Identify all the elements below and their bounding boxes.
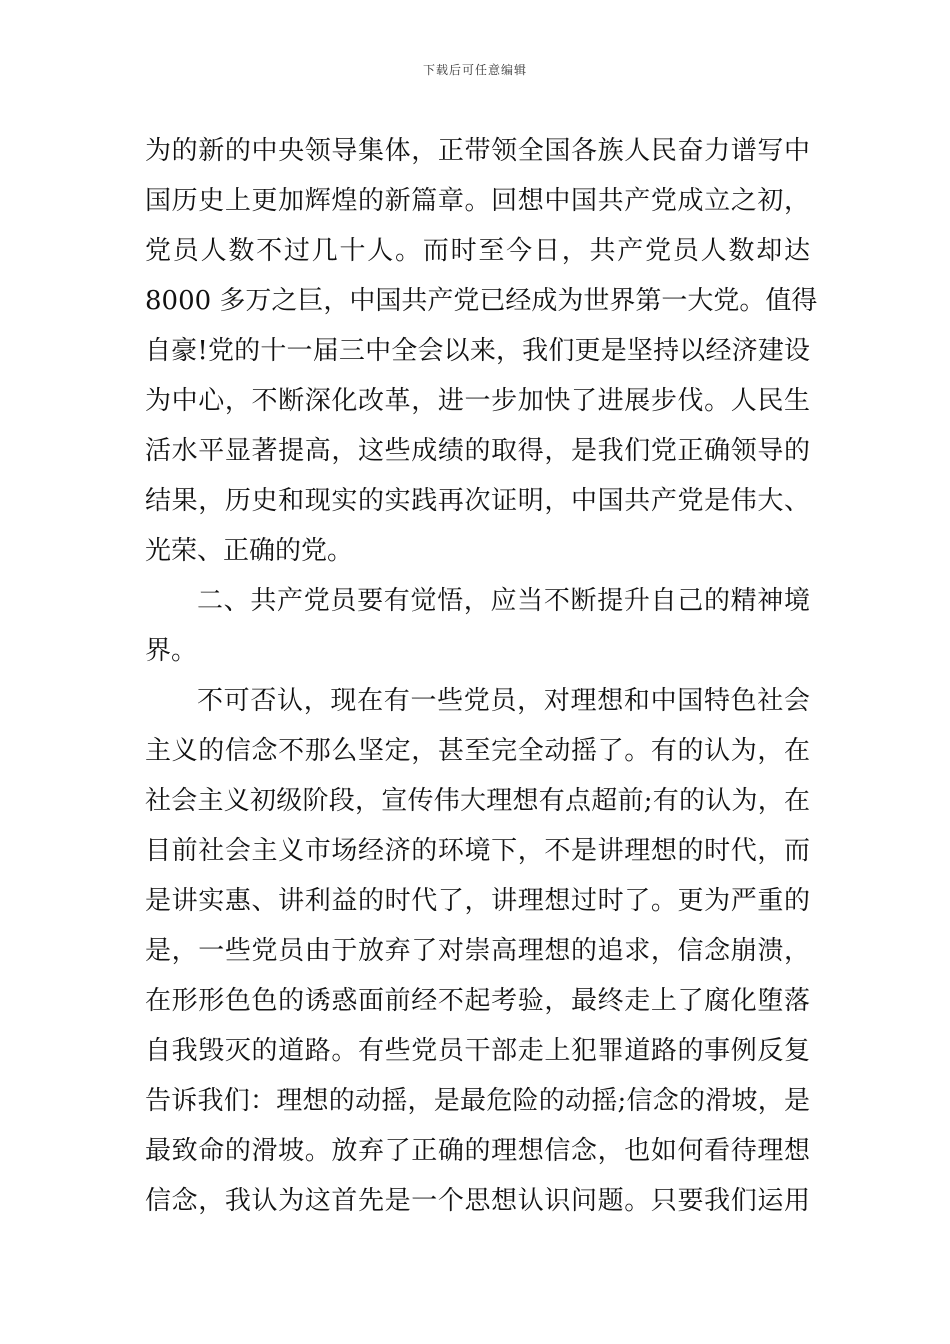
text-line: 不可否认，现在有一些党员，对理想和中国特色社会 [197,686,810,716]
text-line: 最致命的滑坡。放弃了正确的理想信念，也如何看待理想 [145,1136,810,1166]
text-line: 国历史上更加辉煌的新篇章。回想中国共产党成立之初， [145,186,810,216]
text-line: 活水平显著提高，这些成绩的取得，是我们党正确领导的 [145,436,810,466]
text-line: 是讲实惠、讲利益的时代了，讲理想过时了。更为严重的 [145,886,810,916]
text-line: 自豪!党的十一届三中全会以来，我们更是坚持以经济建设 [145,336,810,366]
text-line: 在形形色色的诱惑面前经不起考验，最终走上了腐化堕落 [145,986,810,1016]
text-line: 光荣、正确的党。 [145,536,354,566]
text-line: 党员人数不过几十人。而时至今日，共产党员人数却达 [145,236,810,266]
text-line: 是，一些党员由于放弃了对崇高理想的追求，信念崩溃， [145,936,810,966]
text-line: 信念，我认为这首先是一个思想认识问题。只要我们运用 [145,1186,810,1216]
text-line: 自我毁灭的道路。有些党员干部走上犯罪道路的事例反复 [145,1036,810,1066]
text-line: 8000 多万之巨，中国共产党已经成为世界第一大党。值得 [145,286,818,316]
page-header: 下载后可任意编辑 [422,63,527,77]
text-line: 结果，历史和现实的实践再次证明，中国共产党是伟大、 [145,486,810,516]
text-line: 告诉我们：理想的动摇，是最危险的动摇;信念的滑坡，是 [145,1086,810,1116]
text-line: 主义的信念不那么坚定，甚至完全动摇了。有的认为，在 [145,736,810,766]
document-body [145,126,818,1226]
text-line: 为的新的中央领导集体，正带领全国各族人民奋力谱写中 [145,136,810,166]
text-line: 二、共产党员要有觉悟，应当不断提升自己的精神境 [197,586,810,616]
text-line: 社会主义初级阶段，宣传伟大理想有点超前;有的认为，在 [145,786,810,816]
text-line: 目前社会主义市场经济的环境下，不是讲理想的时代，而 [145,836,810,866]
text-line: 为中心，不断深化改革，进一步加快了进展步伐。人民生 [145,386,810,416]
text-line: 界。 [145,636,198,666]
